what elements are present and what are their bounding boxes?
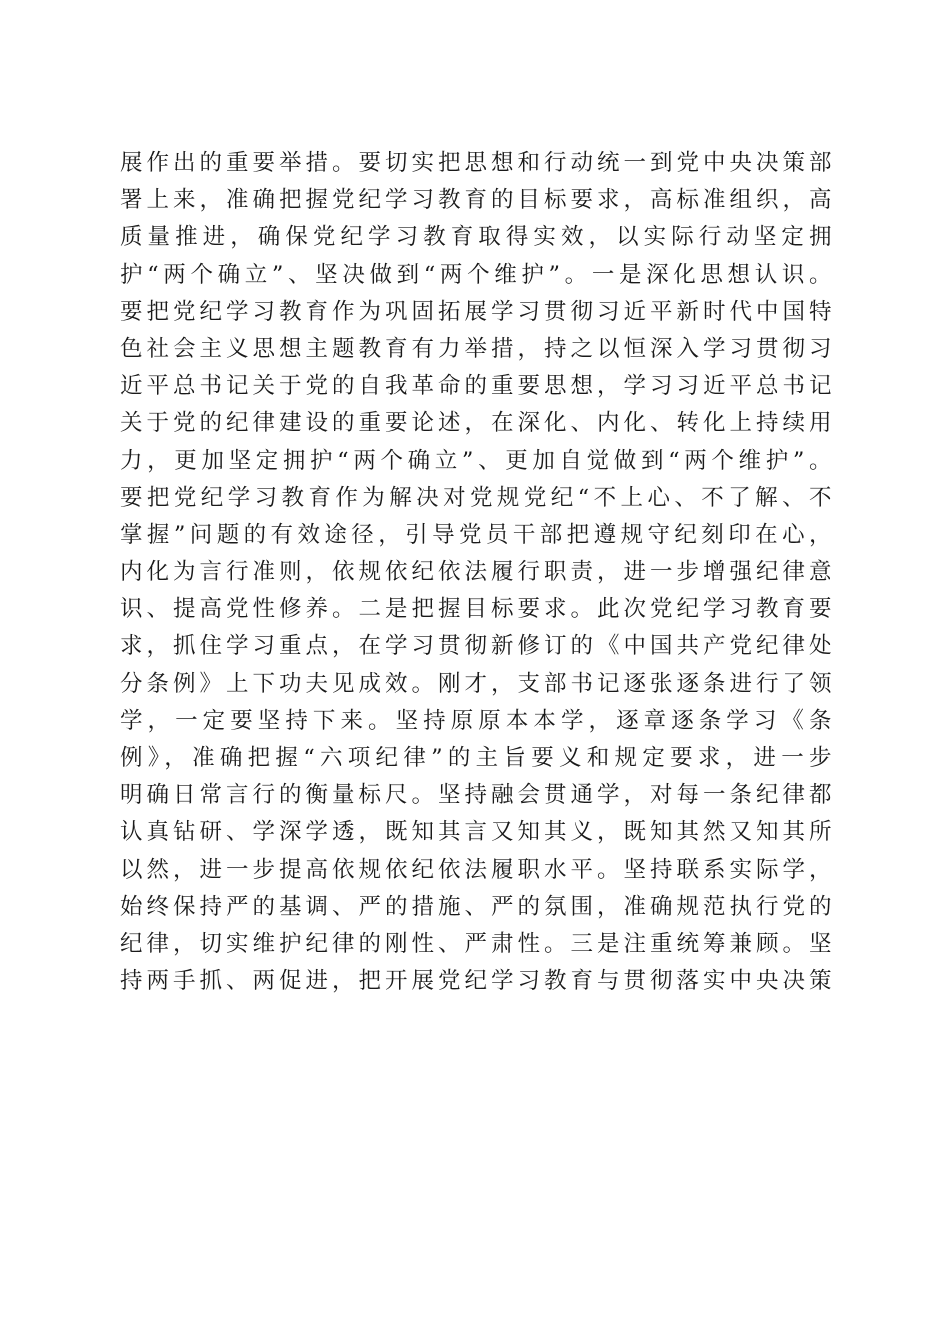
text-line: 要把党纪学习教育作为巩固拓展学习贯彻习近平新时代中国特 xyxy=(120,298,832,325)
text-line: 始终保持严的基调、严的措施、严的氛围，准确规范执行党的 xyxy=(120,893,832,920)
text-line: 色社会主义思想主题教育有力举措，持之以恒深入学习贯彻习 xyxy=(120,335,832,362)
text-line: 内化为言行准则，依规依纪依法履行职责，进一步增强纪律意 xyxy=(120,559,832,586)
text-line: 护“两个确立”、坚决做到“两个维护”。一是深化思想认识。 xyxy=(120,261,832,288)
text-line: 要把党纪学习教育作为解决对党规党纪“不上心、不了解、不 xyxy=(120,484,832,511)
text-line: 持两手抓、两促进，把开展党纪学习教育与贯彻落实中央决策 xyxy=(120,968,832,995)
text-line: 识、提高党性修养。二是把握目标要求。此次党纪学习教育要 xyxy=(120,596,832,623)
text-line: 掌握”问题的有效途径，引导党员干部把遵规守纪刻印在心， xyxy=(120,521,832,548)
text-line: 分条例》上下功夫见成效。刚才，支部书记逐张逐条进行了领 xyxy=(120,670,832,697)
text-line: 展作出的重要举措。要切实把思想和行动统一到党中央决策部 xyxy=(120,150,832,176)
body-text xyxy=(120,145,832,1000)
text-line: 关于党的纪律建设的重要论述，在深化、内化、转化上持续用 xyxy=(120,410,832,437)
text-line: 学，一定要坚持下来。坚持原原本本学，逐章逐条学习《条 xyxy=(120,707,832,734)
text-line: 署上来，准确把握党纪学习教育的目标要求，高标准组织，高 xyxy=(120,187,832,214)
text-line: 纪律，切实维护纪律的刚性、严肃性。三是注重统筹兼顾。坚 xyxy=(120,930,832,957)
text-line: 质量推进，确保党纪学习教育取得实效，以实际行动坚定拥 xyxy=(120,224,832,251)
text-line: 例》，准确把握“六项纪律”的主旨要义和规定要求，进一步 xyxy=(120,745,832,771)
text-line: 认真钻研、学深学透，既知其言又知其义，既知其然又知其所 xyxy=(120,819,832,846)
text-line: 以然，进一步提高依规依纪依法履职水平。坚持联系实际学， xyxy=(120,856,832,883)
text-line: 力，更加坚定拥护“两个确立”、更加自觉做到“两个维护”。 xyxy=(120,447,832,474)
text-line: 近平总书记关于党的自我革命的重要思想，学习习近平总书记 xyxy=(120,373,832,400)
text-line: 求，抓住学习重点，在学习贯彻新修订的《中国共产党纪律处 xyxy=(120,633,832,660)
text-line: 明确日常言行的衡量标尺。坚持融会贯通学，对每一条纪律都 xyxy=(120,782,832,809)
